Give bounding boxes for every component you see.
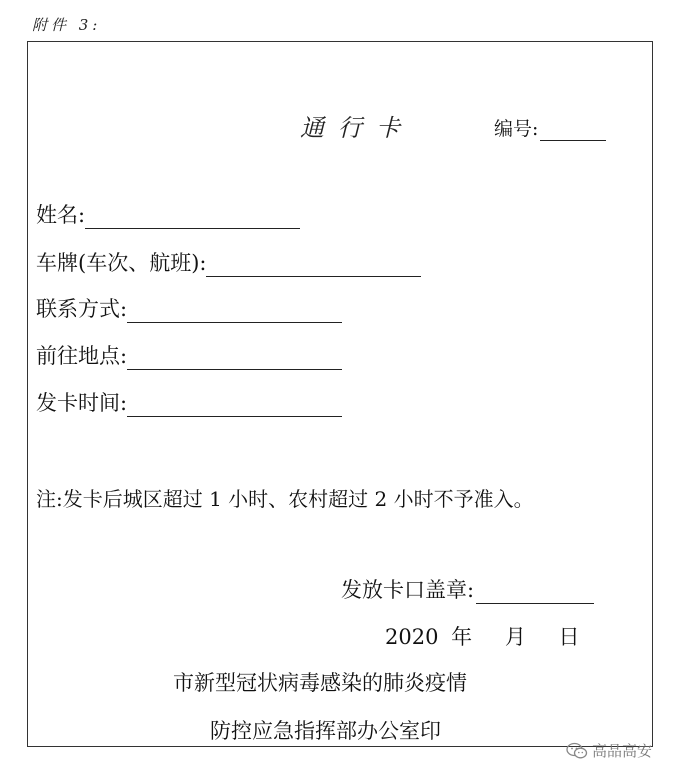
wechat-icon bbox=[566, 742, 588, 760]
destination-field bbox=[36, 340, 342, 370]
contact-blank[interactable] bbox=[127, 300, 342, 323]
contact-label: 联系方式: bbox=[36, 297, 128, 321]
name-label: 姓名: bbox=[36, 203, 86, 227]
checkpoint-seal bbox=[341, 574, 594, 604]
destination-label: 前往地点: bbox=[36, 344, 128, 368]
plate-field bbox=[36, 247, 421, 277]
plate-label: 车牌(车次、航班): bbox=[36, 251, 207, 275]
issue-time-field bbox=[36, 387, 342, 417]
plate-blank[interactable] bbox=[206, 254, 421, 277]
serial-number bbox=[494, 114, 606, 141]
watermark bbox=[566, 740, 652, 761]
issuer-line-1: 市新型冠状病毒感染的肺炎疫情 bbox=[173, 671, 467, 695]
name-blank[interactable] bbox=[85, 206, 300, 229]
date-day-unit: 日 bbox=[558, 625, 580, 649]
destination-blank[interactable] bbox=[127, 347, 342, 370]
contact-field bbox=[36, 293, 342, 323]
attachment-label: 附件 3: bbox=[32, 16, 102, 34]
watermark-text: 高品高安 bbox=[592, 742, 653, 760]
serial-label: 编号: bbox=[494, 118, 539, 140]
issue-time-blank[interactable] bbox=[127, 394, 342, 417]
notice-text: 注:发卡后城区超过 1 小时、农村超过 2 小时不予准入。 bbox=[36, 487, 534, 511]
seal-blank[interactable] bbox=[476, 581, 594, 604]
seal-label: 发放卡口盖章: bbox=[341, 578, 475, 602]
name-field bbox=[36, 199, 300, 229]
issuer-line-2: 防控应急指挥部办公室印 bbox=[210, 719, 441, 743]
date-month-unit: 月 bbox=[504, 625, 526, 649]
pass-card bbox=[27, 41, 653, 747]
serial-field[interactable] bbox=[540, 120, 606, 141]
issue-date bbox=[385, 621, 580, 651]
issue-time-label: 发卡时间: bbox=[36, 391, 128, 415]
card-title: 通行卡 bbox=[300, 114, 414, 142]
date-year: 2020 bbox=[385, 625, 439, 649]
date-year-unit: 年 bbox=[451, 625, 473, 649]
